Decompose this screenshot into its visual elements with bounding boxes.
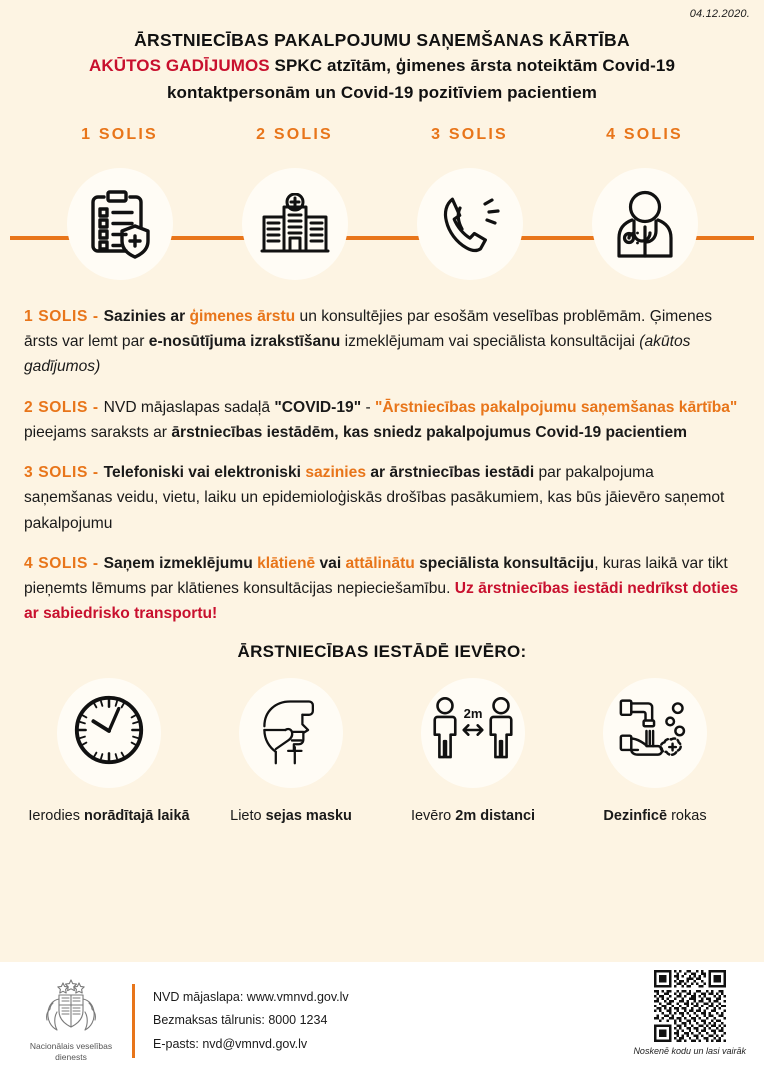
precaution-item-keep-distance xyxy=(387,678,559,827)
caption-tail-4: rokas xyxy=(667,807,707,824)
step-label-3: 3 SOLIS xyxy=(431,125,508,143)
step-bubble-3 xyxy=(417,168,523,280)
telephone-handset-icon xyxy=(436,190,504,258)
precaution-item-disinfect-hands xyxy=(569,678,741,827)
footer-divider xyxy=(132,984,135,1058)
caption-bold-3: 2m distanci xyxy=(455,807,536,824)
page-subtitle-line2: kontaktpersonām un Covid-19 pozitīviem pacientiem xyxy=(167,82,597,102)
step-icon-cell-3 xyxy=(390,168,550,280)
step-label-1: 1 SOLIS xyxy=(81,125,158,143)
precaution-bubble-3 xyxy=(421,678,525,788)
paragraph-2-segment-3: - xyxy=(361,398,375,416)
caption-plain-2: Lieto xyxy=(230,807,266,824)
step-paragraph-4 xyxy=(24,551,740,627)
hospital-building-icon xyxy=(260,193,330,255)
step-label-2: 2 SOLIS xyxy=(256,125,333,143)
paragraph-2-segment-4: "Ārstniecības pakalpojumu saņemšanas kārtība" xyxy=(374,398,738,416)
hand-washing-icon xyxy=(615,693,695,772)
caption-bold-4: Dezinficē xyxy=(603,807,668,824)
precaution-caption-1 xyxy=(23,806,195,827)
paragraph-4-segment-2: klātienē xyxy=(257,554,316,572)
precaution-item-arrive-on-time xyxy=(23,678,195,827)
paragraph-1-segment-1: Sazinies ar xyxy=(103,307,190,325)
contact-email[interactable]: E-pasts: nvd@vmnvd.gov.lv xyxy=(153,1036,308,1051)
doctor-stethoscope-icon xyxy=(610,189,680,259)
step-bubble-4 xyxy=(592,168,698,280)
latvia-coat-of-arms-icon xyxy=(40,1020,102,1037)
precaution-caption-3 xyxy=(387,806,559,827)
qr-caption: Noskenē kodu un lasi vairāk xyxy=(633,1046,746,1056)
contact-info xyxy=(153,986,349,1055)
step-labels xyxy=(0,126,764,144)
subtitle-rest: SPKC atzītām, ģimenes ārsta noteiktām Covid-19 xyxy=(269,56,675,76)
header-titles xyxy=(0,0,764,106)
paragraph-1-segment-2: ģimenes ārstu xyxy=(189,307,296,325)
step-tag-2: 2 SOLIS - xyxy=(24,398,104,416)
step-tag-1: 1 SOLIS - xyxy=(24,307,104,325)
step-bubble-1 xyxy=(67,168,173,280)
paragraph-1-segment-3: un konsultējies par esošām veselības problēmām. Ģimenes ārsts var lemt par xyxy=(24,307,713,351)
paragraph-3-segment-3: ar ārstniecības iestādi xyxy=(366,464,535,482)
precaution-bubble-2 xyxy=(239,678,343,788)
qr-code-icon[interactable] xyxy=(654,970,726,1042)
paragraph-3-segment-2: sazinies xyxy=(305,464,366,482)
distance-value-text: 2m xyxy=(463,706,483,722)
step-icon-cell-2 xyxy=(215,168,375,280)
paragraph-3-segment-4: par pakalpojuma saņemšanas veidu, vietu, laiku un epidemioloģiskās drošības pasākumiem, kas būs jāievēro saņemot pakalpojumu xyxy=(24,464,725,532)
clock-icon xyxy=(70,691,148,774)
qr-block xyxy=(633,970,746,1056)
subtitle-highlight: AKŪTOS GADĪJUMOS xyxy=(88,56,270,76)
logo-caption xyxy=(14,1041,128,1064)
paragraph-2-segment-1: NVD mājaslapas sadaļā xyxy=(103,398,275,416)
step-icon-cell-4 xyxy=(565,168,725,280)
paragraph-4-segment-4: attālinātu xyxy=(345,554,415,572)
step-paragraph-2 xyxy=(24,395,740,446)
paragraph-1-segment-6: (akūtos gadījumos) xyxy=(24,333,691,376)
steps-description-list xyxy=(0,286,764,627)
publish-date: 04.12.2020. xyxy=(689,8,750,20)
paragraph-4-segment-3: vai xyxy=(315,554,346,572)
caption-bold-2: sejas masku xyxy=(265,807,352,824)
paragraph-3-segment-1: Telefoniski vai elektroniski xyxy=(103,464,306,482)
paragraph-4-segment-6: , kuras laikā var tikt pieņemts lēmums par klātienes konsultācijas nepieciešamību. xyxy=(24,554,728,598)
step-bubble-2 xyxy=(242,168,348,280)
step-paragraph-3 xyxy=(24,460,740,536)
nvd-logo xyxy=(0,979,128,1064)
caption-plain-1: Ierodies xyxy=(28,807,85,824)
precaution-bubble-1 xyxy=(57,678,161,788)
caption-plain-3: Ievēro xyxy=(410,807,456,824)
precautions-title: ĀRSTNIECĪBAS IESTĀDĒ IEVĒRO: xyxy=(237,641,527,661)
contact-phone[interactable]: Bezmaksas tālrunis: 8000 1234 xyxy=(153,1013,328,1028)
step-icon-cell-1 xyxy=(40,168,200,280)
face-mask-icon xyxy=(253,692,329,773)
paragraph-4-segment-1: Saņem izmeklējumu xyxy=(103,554,258,572)
step-icons xyxy=(0,168,764,280)
precaution-item-wear-mask xyxy=(205,678,377,827)
paragraph-1-segment-4: e-nosūtījuma izrakstīšanu xyxy=(148,333,341,351)
paragraph-2-segment-5: pieejams saraksts ar xyxy=(24,423,172,441)
paragraph-1-segment-5: izmeklējumam vai speciālista konsultācijai xyxy=(340,333,640,351)
logo-caption-line2: dienests xyxy=(55,1052,87,1062)
precaution-caption-4 xyxy=(569,806,741,827)
precaution-bubble-4 xyxy=(603,678,707,788)
precaution-caption-2 xyxy=(205,806,377,827)
paragraph-2-segment-2: "COVID-19" xyxy=(274,398,362,416)
footer xyxy=(0,962,764,1080)
step-label-4: 4 SOLIS xyxy=(606,125,683,143)
steps-strip xyxy=(0,126,764,286)
contact-website[interactable]: NVD mājaslapa: www.vmnvd.gov.lv xyxy=(153,990,349,1005)
page-title: ĀRSTNIECĪBAS PAKALPOJUMU SAŅEMŠANAS KĀRTĪBA xyxy=(134,30,630,50)
paragraph-4-segment-7: Uz ārstniecības iestādi nedrīkst doties ar sabiedrisko transportu! xyxy=(24,580,739,623)
clipboard-shield-icon xyxy=(87,189,153,259)
page-subtitle-line1 xyxy=(0,53,764,79)
paragraph-4-segment-5: speciālista konsultāciju xyxy=(414,554,595,572)
step-paragraph-1 xyxy=(24,304,740,380)
paragraph-2-segment-6: ārstniecības iestādēm, kas sniedz pakalpojumus Covid-19 pacientiem xyxy=(171,423,687,441)
precautions-row xyxy=(0,662,764,827)
logo-caption-line1: Nacionālais veselības xyxy=(29,1040,113,1051)
social-distance-2m-icon xyxy=(431,694,515,771)
caption-bold-1: norādītajā laikā xyxy=(84,807,190,824)
step-tag-4: 4 SOLIS - xyxy=(24,554,104,572)
step-tag-3: 3 SOLIS - xyxy=(24,464,104,482)
